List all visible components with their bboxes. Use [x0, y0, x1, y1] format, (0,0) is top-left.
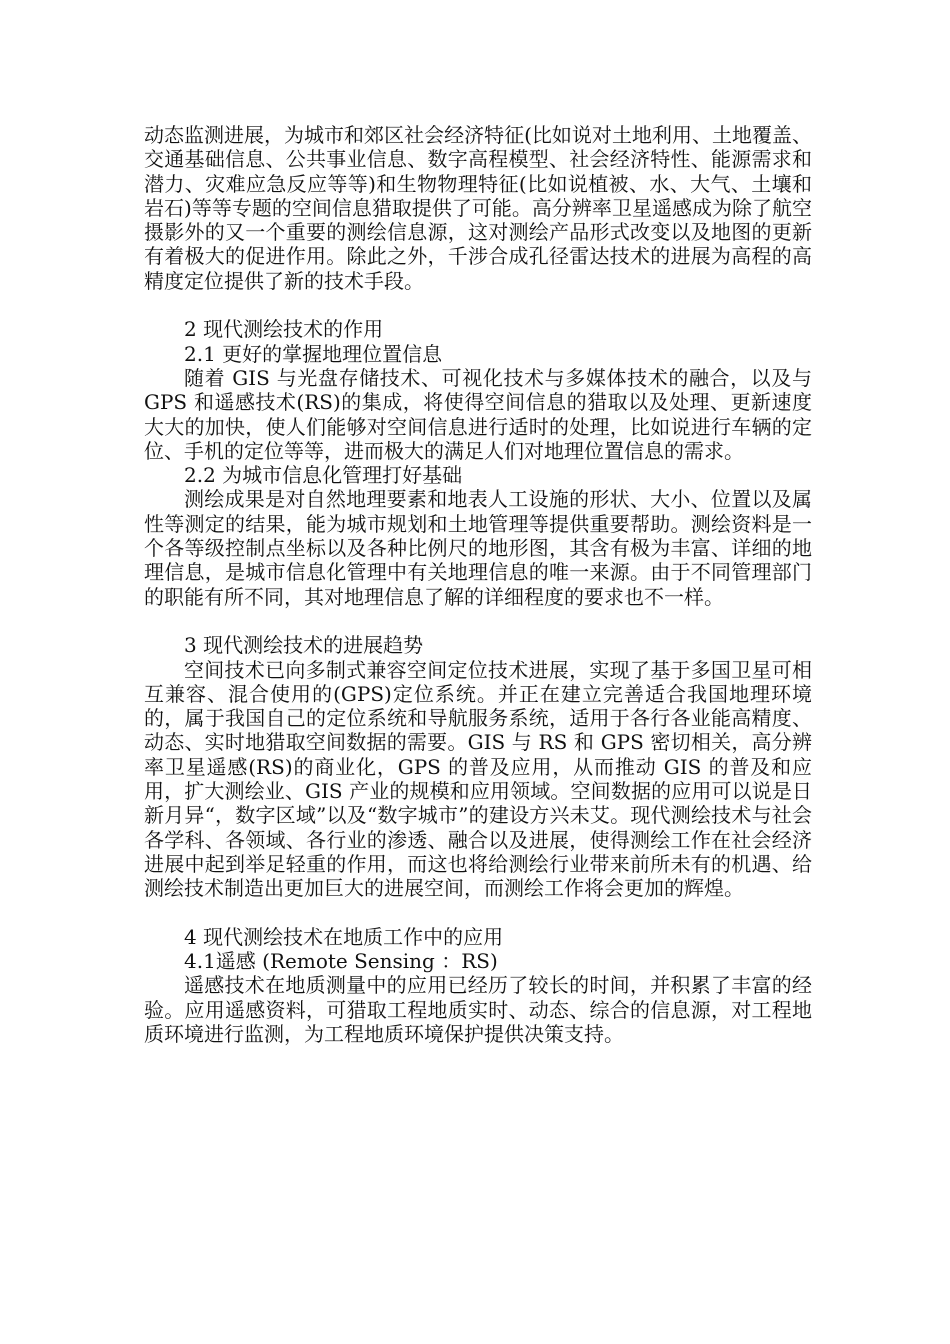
document-body: [144, 123, 812, 1046]
section-heading-trends: 3 现代测绘技术的进展趋势: [184, 633, 424, 658]
subsection-heading-location-info: 2.1 更好的掌握地理位置信息: [184, 341, 443, 366]
paragraph-remote-sensing: 遥感技术在地质测量中的应用已经历了较长的时间，并积累了丰富的经验。应用遥感资料，可猎取工程地质实时、动态、综合的信息源，对工程地质环境进行监测，为工程地质环境保护提供决策支持。: [144, 973, 812, 1046]
paragraph-trends: 空间技术已向多制式兼容空间定位技术进展，实现了基于多国卫星可相互兼容、混合使用的(GPS)定位系统。并正在建立完善适合我国地理环境的，属于我国自己的定位系统和导航服务系统，适用于各行各业能高精度、动态、实时地猎取空间数据的需要。GIS 与 RS 和 GPS 密切相关，高分辨率卫星遥感(RS)的商业化，GPS 的普及应用，从而推动 GIS 的普及和应用，扩大测绘业、GIS 产业的规模和应用领域。空间数据的应用可以说是日新月异“，数字区域”以及“数字城市”的建设方兴未艾。现代测绘技术与社会各学科、各领域、各行业的渗透、融合以及进展，使得测绘工作在社会经济进展中起到举足轻重的作用，而这也将给测绘行业带来前所未有的机遇、给测绘技术制造出更加巨大的进展空间，而测绘工作将会更加的辉煌。: [144, 657, 812, 901]
paragraph-location-info: 随着 GIS 与光盘存储技术、可视化技术与多媒体技术的融合，以及与 GPS 和遥感技术(RS)的集成，将使得空间信息的猎取以及处理、更新速度大大的加快，使人们能够对空间信息进行适时的处理，比如说进行车辆的定位、手机的定位等等，进而极大的满足人们对地理位置信息的需求。: [144, 365, 812, 463]
section-heading-geology-application: 4 现代测绘技术在地质工作中的应用: [184, 924, 504, 949]
section-heading-role: 2 现代测绘技术的作用: [184, 317, 384, 342]
subsection-heading-remote-sensing: 4.1遥感 (Remote Sensing ：RS): [184, 949, 498, 974]
paragraph-gap: [144, 293, 812, 317]
paragraph-gap: [144, 609, 812, 633]
subsection-heading-city-informatization: 2.2 为城市信息化管理打好基础: [184, 463, 463, 488]
paragraph-gap: [144, 901, 812, 925]
paragraph-monitoring-progress: 动态监测进展，为城市和郊区社会经济特征(比如说对土地利用、土地覆盖、交通基础信息、公共事业信息、数字高程模型、社会经济特性、能源需求和潜力、灾难应急反应等等)和生物物理特征(比如说植被、水、大气、土壤和岩石)等等专题的空间信息猎取提供了可能。高分辨率卫星遥感成为除了航空摄影外的又一个重要的测绘信息源，这对测绘产品形式改变以及地图的更新有着极大的促进作用。除此之外，千涉合成孔径雷达技术的进展为高程的高精度定位提供了新的技术手段。: [144, 123, 812, 293]
paragraph-city-informatization: 测绘成果是对自然地理要素和地表人工设施的形状、大小、位置以及属性等测定的结果，能为城市规划和土地管理等提供重要帮助。测绘资料是一个各等级控制点坐标以及各种比例尺的地形图，其含有极为丰富、详细的地理信息，是城市信息化管理中有关地理信息的唯一来源。由于不同管理部门的职能有所不同，其对地理信息了解的详细程度的要求也不一样。: [144, 487, 812, 609]
